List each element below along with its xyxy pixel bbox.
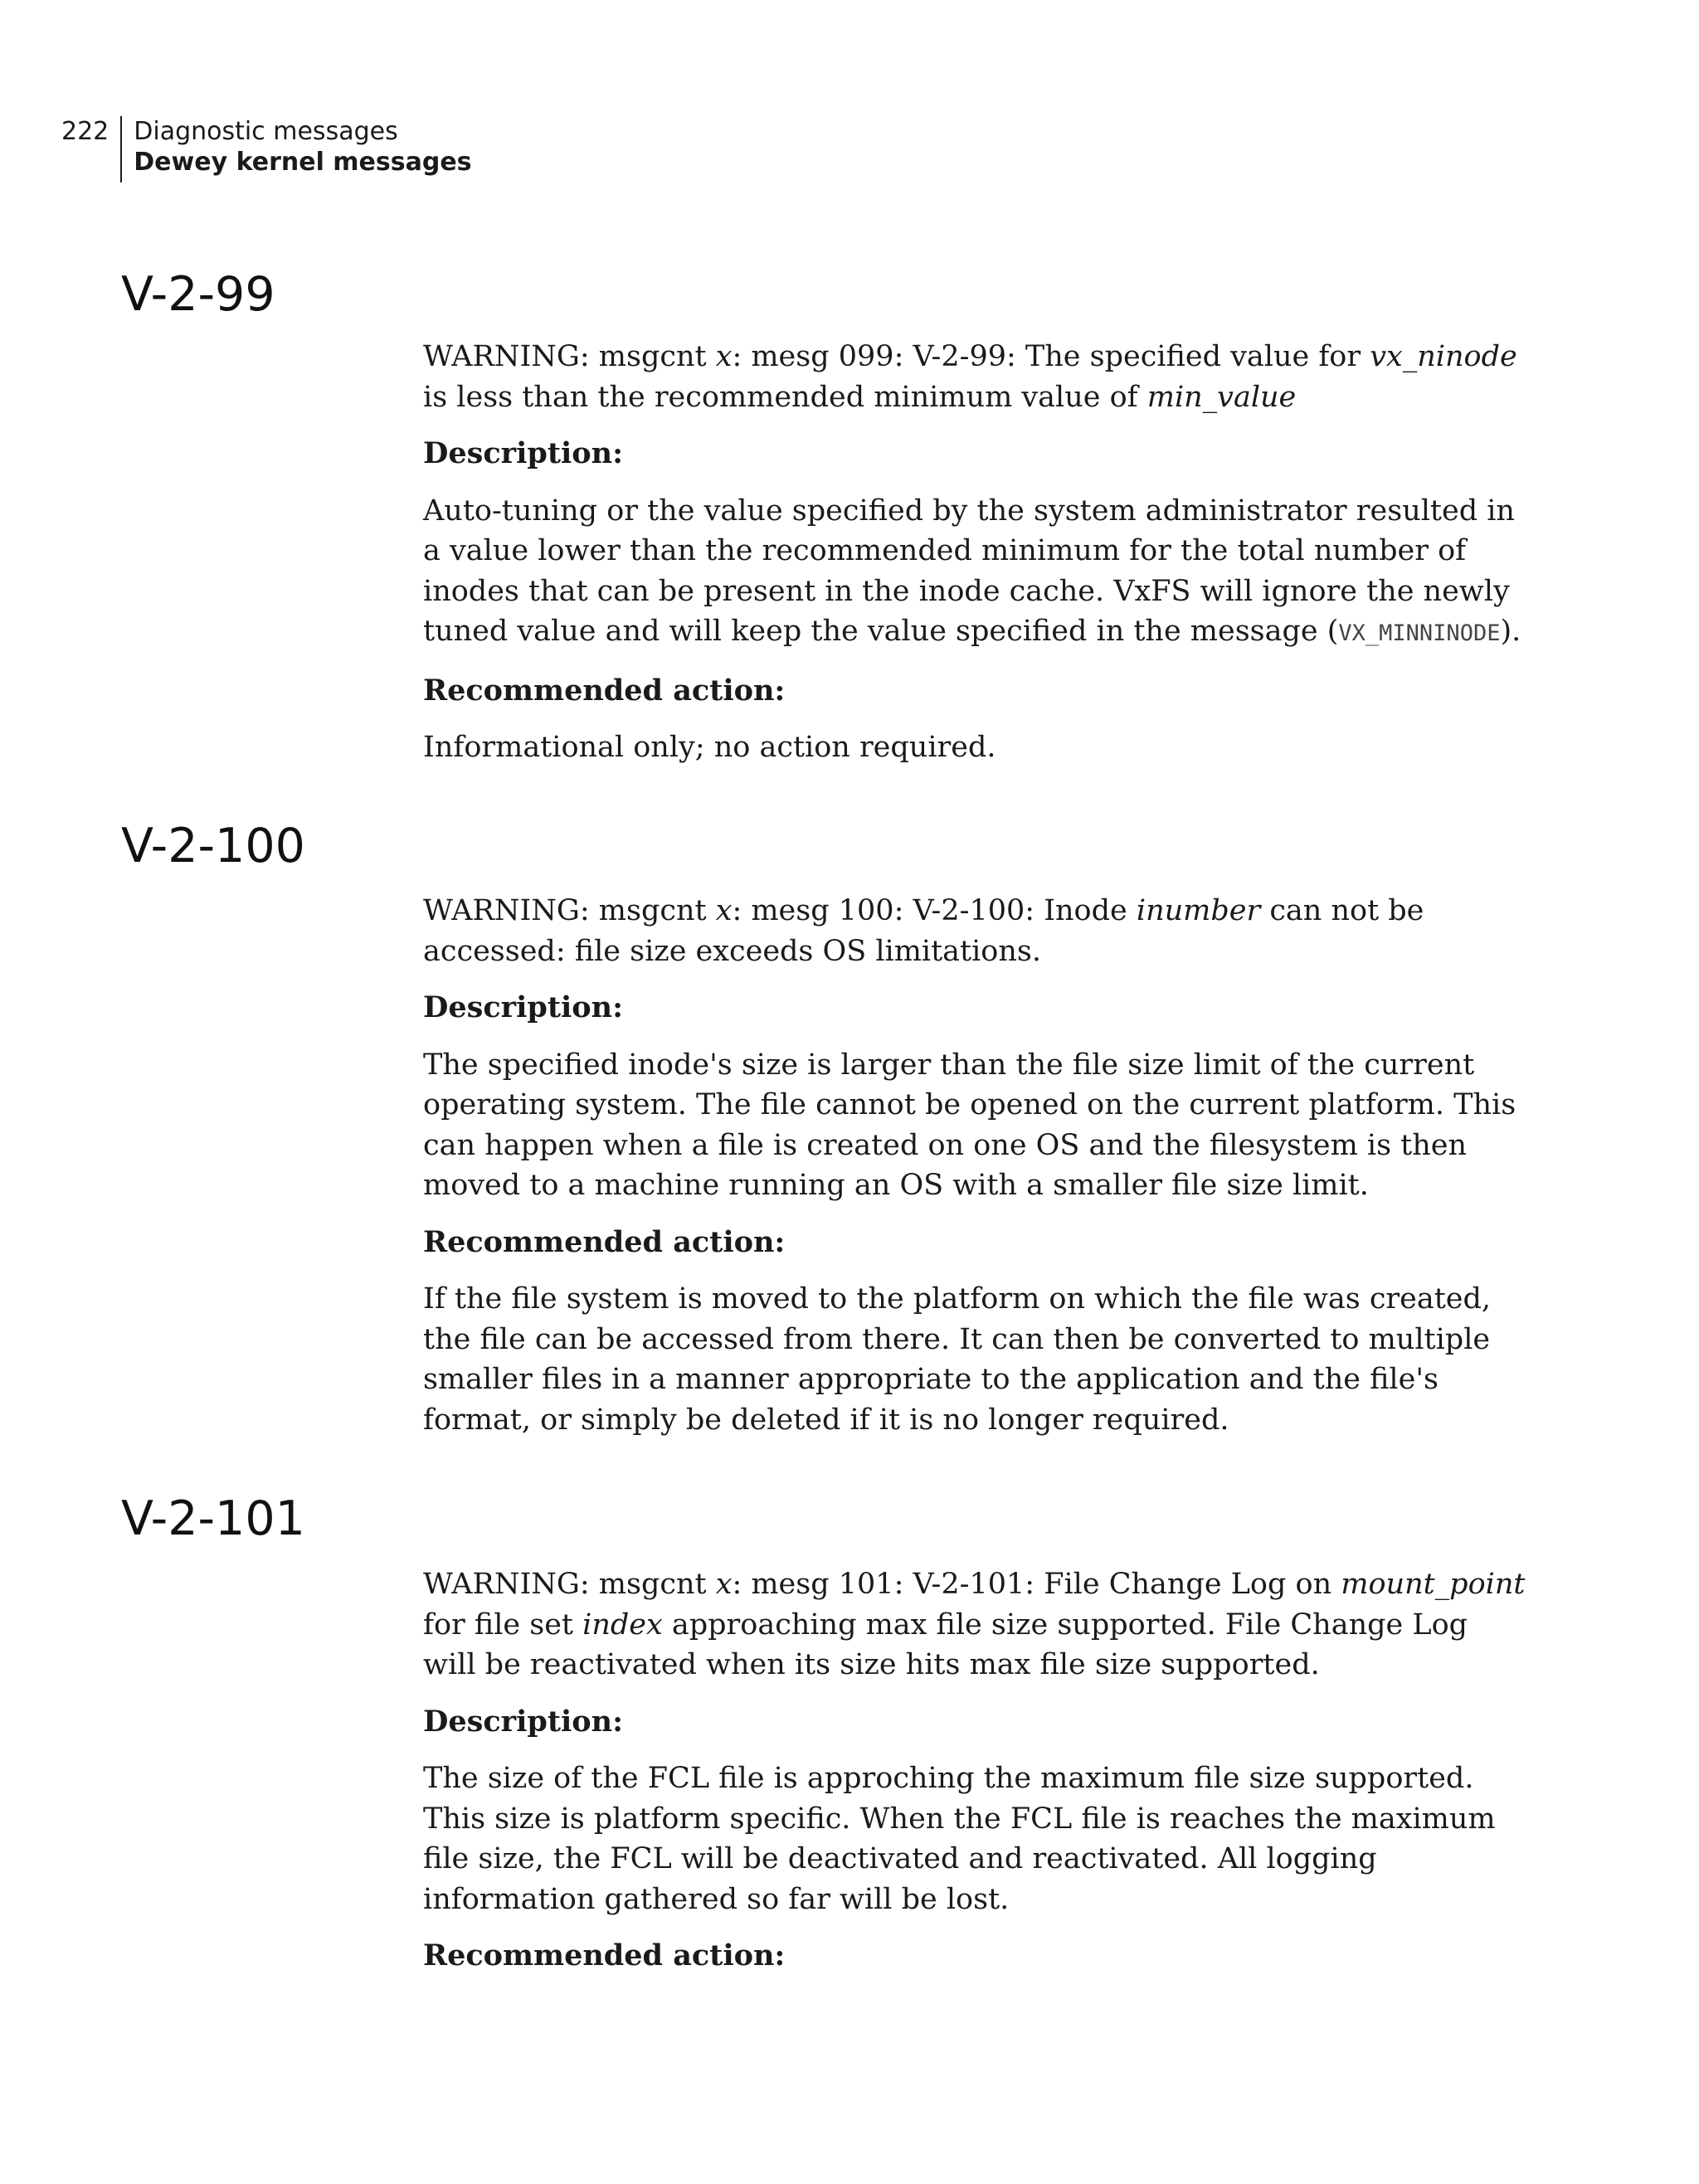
- message-text: WARNING: msgcnt: [423, 894, 716, 927]
- warning-message: [423, 1564, 1526, 1685]
- recommended-action-label: Recommended action:: [423, 1224, 786, 1259]
- description-text: [423, 491, 1526, 654]
- entry-body-v-2-101: [423, 1564, 1526, 1993]
- message-text: WARNING: msgcnt: [423, 340, 716, 373]
- page-number: 222: [61, 116, 122, 182]
- description-text: The specified inode's size is larger than the file size limit of the current operating system. The file cannot be opened on the current platform. This can happen when a file is created on one OS and the filesystem is then moved to a machine running an OS with a smaller file size limit.: [423, 1048, 1516, 1202]
- entry-body-v-2-100: [423, 891, 1526, 1457]
- message-variable: mount_point: [1341, 1568, 1526, 1601]
- message-text: WARNING: msgcnt: [423, 1568, 716, 1601]
- entry-body-v-2-99: [423, 337, 1526, 785]
- recommended-action-text: Informational only; no action required.: [423, 731, 996, 764]
- description-label: Description:: [423, 990, 624, 1024]
- message-text: : mesg 101: V-2-101: File Change Log on: [732, 1568, 1341, 1601]
- running-head: [61, 116, 472, 182]
- running-head-titles: [134, 116, 471, 178]
- code-constant: VX_MINNINODE: [1338, 620, 1501, 646]
- description-label: Description:: [423, 1704, 624, 1739]
- message-text: approaching max file size supported. File Change Log will be reactivated when its size hits max file size supported.: [423, 1608, 1468, 1681]
- message-variable: vx_ninode: [1370, 340, 1517, 373]
- entry-title-v-2-99: V-2-99: [121, 267, 275, 322]
- section-title: Dewey kernel messages: [134, 148, 472, 177]
- chapter-title: Diagnostic messages: [134, 117, 398, 146]
- message-text: : mesg 100: V-2-100: Inode: [732, 894, 1137, 927]
- message-text: can not be accessed: file size exceeds OS limitations.: [423, 894, 1424, 968]
- message-text: for file set: [423, 1608, 583, 1642]
- recommended-action-text: If the file system is moved to the platform on which the file was created, the file can be accessed from there. It can then be converted to multiple smaller files in a manner appropriate to the application and the file's format, or simply be deleted if it is no longer required.: [423, 1282, 1492, 1437]
- warning-message: [423, 337, 1526, 417]
- message-variable: inumber: [1136, 894, 1261, 927]
- entry-title-v-2-100: V-2-100: [121, 819, 305, 873]
- message-variable: x: [715, 894, 733, 927]
- message-variable: index: [582, 1608, 663, 1642]
- description-label: Description:: [423, 436, 624, 470]
- recommended-action-label: Recommended action:: [423, 673, 786, 708]
- recommended-action-label: Recommended action:: [423, 1938, 786, 1972]
- description-text: The size of the FCL file is approching the maximum file size supported. This size is platform specific. When the FCL file is reaches the maximum file size, the FCL will be deactivated and reactivated. All logging information gathered so far will be lost.: [423, 1762, 1496, 1916]
- warning-message: [423, 891, 1526, 971]
- message-text: is less than the recommended minimum value of: [423, 380, 1147, 414]
- message-variable: x: [715, 340, 733, 373]
- description-body: Auto-tuning or the value specified by the system administrator resulted in a value lower than the recommended minimum for the total number of inodes that can be present in the inode cache. VxFS will ignore the newly tuned value and will keep the value specified in the message (: [423, 494, 1515, 648]
- entry-title-v-2-101: V-2-101: [121, 1491, 305, 1546]
- message-variable: x: [715, 1568, 733, 1601]
- message-text: : mesg 099: V-2-99: The specified value for: [732, 340, 1370, 373]
- description-tail: ).: [1500, 615, 1521, 648]
- message-variable: min_value: [1146, 380, 1297, 414]
